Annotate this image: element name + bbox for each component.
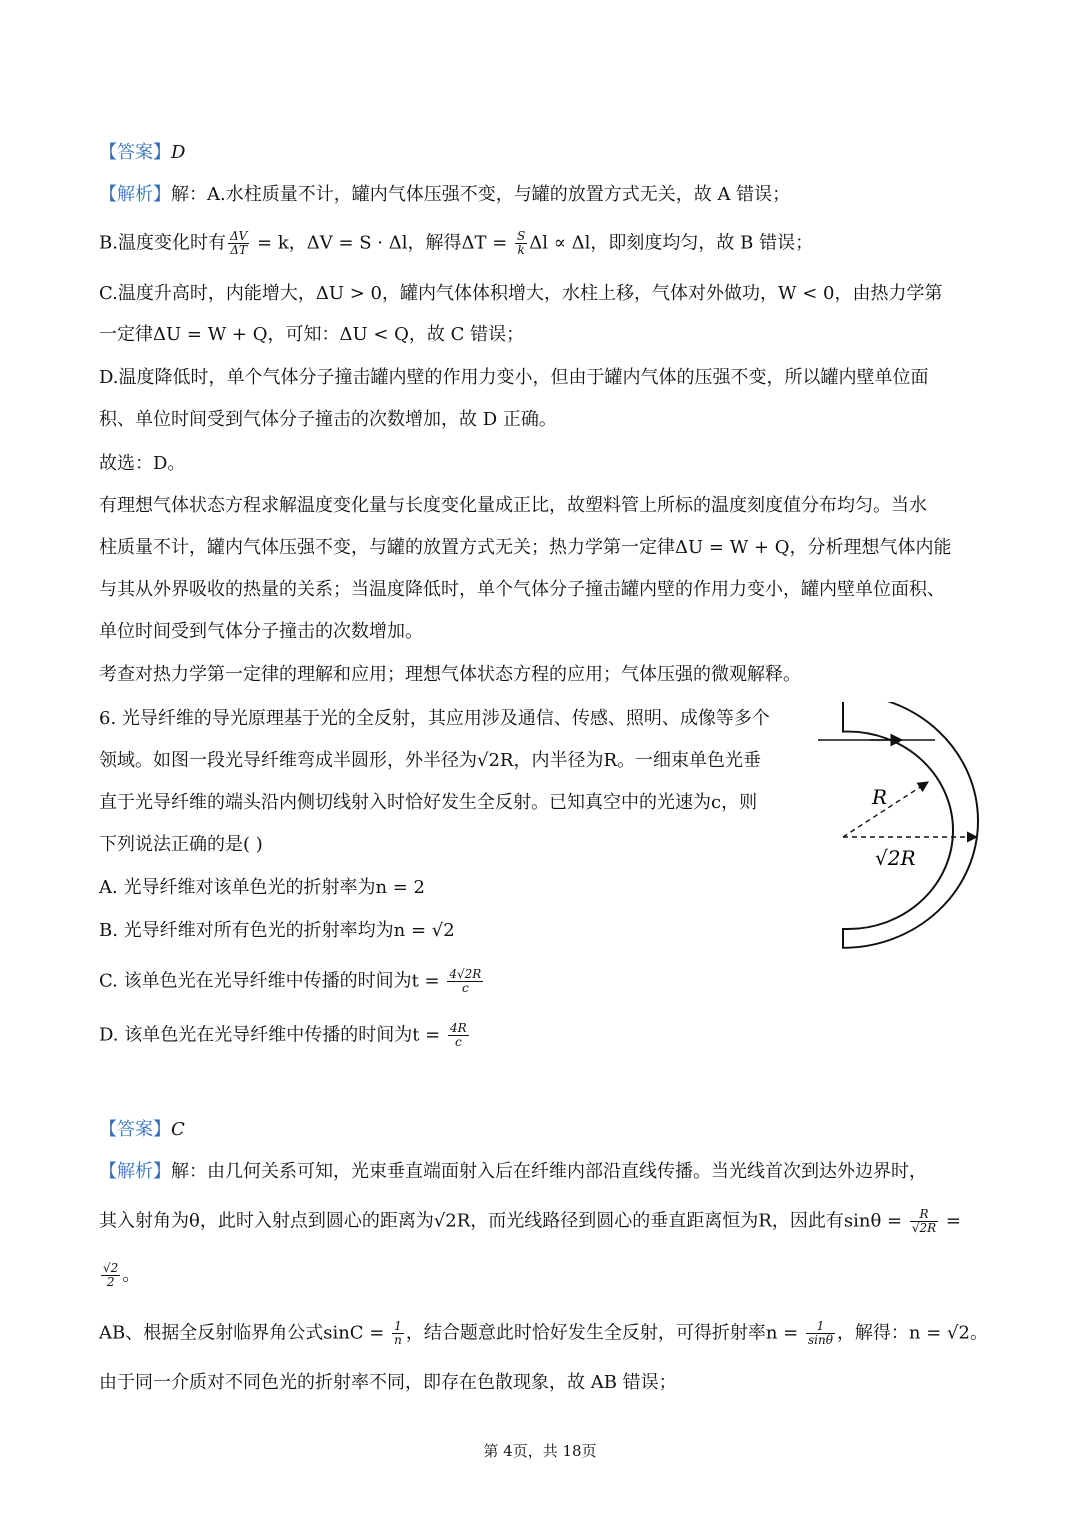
q6-stem-line-2: 领域。如图一段光导纤维弯成半圆形，外半径为√2R，内半径为R。一细束单色光垂 <box>99 750 762 771</box>
q6-analysis-line-5: 由于同一介质对不同色光的折射率不同，即存在色散现象，故 AB 错误； <box>99 1372 677 1393</box>
q6-stem-line-1: 6. 光导纤维的导光原理基于光的全反射，其应用涉及通信、传感、照明、成像等多个 <box>99 708 770 729</box>
q5-analysis-line-3: C.温度升高时，内能增大，ΔU > 0，罐内气体体积增大，水柱上移，气体对外做功，W < 0，由热力学第 <box>99 283 943 304</box>
analysis-text: B.温度变化时有 <box>99 232 226 254</box>
q5-analysis-line-6: 积、单位时间受到气体分子撞击的次数增加，故 D 正确。 <box>99 409 557 430</box>
fraction-num: 1 <box>392 1320 404 1334</box>
q5-analysis-line-8: 有理想气体状态方程求解温度变化量与长度变化量成正比，故塑料管上所标的温度刻度值分布均匀。当水 <box>99 495 927 516</box>
fraction-num: 1 <box>806 1320 835 1334</box>
answer-tag: 【答案】 <box>99 1119 171 1140</box>
q6-stem-line-3: 直于光导纤维的端头沿内侧切线射入时恰好发生全反射。已知真空中的光速为c，则 <box>99 792 758 813</box>
fraction-den: ΔT <box>230 243 247 257</box>
label-r: R <box>872 785 888 809</box>
option-c <box>99 968 485 995</box>
fraction-den: √2R <box>911 1221 937 1235</box>
q6-analysis-line-1 <box>99 1159 927 1185</box>
fraction-num: ΔV <box>229 229 248 243</box>
analysis-text: 。 <box>122 1264 141 1286</box>
analysis-tag: 【解析】 <box>99 184 171 205</box>
fraction-num: 4√2R <box>449 967 482 981</box>
q5-analysis-line-1 <box>99 182 790 208</box>
q5-analysis-line-9: 柱质量不计，罐内气体压强不变，与罐的放置方式无关；热力学第一定律ΔU = W + Q，分析理想气体内能 <box>99 537 952 558</box>
fraction <box>447 968 483 995</box>
fraction <box>910 1208 938 1235</box>
q5-analysis-line-5: D.温度降低时，单个气体分子撞击罐内壁的作用力变小，但由于罐内气体的压强不变，所以罐内壁单位面 <box>99 367 929 388</box>
fraction-den: c <box>454 1035 462 1049</box>
fraction-num: R <box>910 1208 938 1222</box>
fraction <box>806 1320 835 1347</box>
analysis-text: 解：A.水柱质量不计，罐内气体压强不变，与罐的放置方式无关，故 A 错误； <box>171 184 791 205</box>
q6-analysis-line-4 <box>99 1320 988 1347</box>
option-text: D. 该单色光在光导纤维中传播的时间为t = <box>99 1024 446 1046</box>
q5-analysis-line-7: 故选：D。 <box>99 453 186 474</box>
q6-analysis-line-3 <box>99 1262 140 1289</box>
q5-analysis-line-12: 考查对热力学第一定律的理解和应用；理想气体状态方程的应用；气体压强的微观解释。 <box>99 664 801 685</box>
analysis-tag: 【解析】 <box>99 1161 171 1182</box>
analysis-text: AB、根据全反射临界角公式sinC = <box>99 1322 391 1344</box>
fraction-den: c <box>461 981 469 995</box>
answer-value: D <box>171 142 186 163</box>
fiber-outline <box>843 702 978 948</box>
q5-analysis-line-11: 单位时间受到气体分子撞击的次数增加。 <box>99 621 423 642</box>
q6-stem-line-4: 下列说法正确的是( ) <box>99 834 263 855</box>
option-b: B. 光导纤维对所有色光的折射率均为n = √2 <box>99 920 455 941</box>
fraction-num: √2 <box>103 1261 119 1275</box>
fraction-den: 2 <box>106 1275 115 1289</box>
q5-analysis-line-2 <box>99 230 813 257</box>
label-sqrt2r: √2R <box>875 846 916 870</box>
analysis-text: 其入射角为θ，此时入射点到圆心的距离为√2R，而光线路径到圆心的垂直距离恒为R，因此有sinθ = <box>99 1210 908 1232</box>
answer-tag: 【答案】 <box>99 142 171 163</box>
fraction <box>515 230 527 257</box>
page-footer: 第 4页，共 18页 <box>483 1442 597 1460</box>
analysis-text: 解：由几何关系可知，光束垂直端面射入后在纤维内部沿直线传播。当光线首次到达外边界时， <box>171 1161 927 1182</box>
fraction <box>392 1320 404 1347</box>
optical-fiber-figure <box>810 702 990 964</box>
q5-analysis-line-10: 与其从外界吸收的热量的关系；当温度降低时，单个气体分子撞击罐内壁的作用力变小，罐内壁单位面积、 <box>99 579 945 600</box>
option-text: C. 该单色光在光导纤维中传播的时间为t = <box>99 970 446 992</box>
q5-analysis-line-4: 一定律ΔU = W + Q，可知：ΔU < Q，故 C 错误； <box>99 324 525 345</box>
fraction-den: sinθ <box>807 1333 833 1347</box>
option-a: A. 光导纤维对该单色光的折射率为n = 2 <box>99 877 426 898</box>
q6-answer-line <box>99 1117 185 1143</box>
fraction <box>448 1022 469 1049</box>
fraction <box>228 230 249 257</box>
q5-answer-line <box>99 140 185 166</box>
fraction-den: n <box>394 1333 402 1347</box>
analysis-text: ，解得：n = √2。 <box>836 1322 988 1344</box>
analysis-text: Δl ∝ Δl，即刻度均匀，故 B 错误； <box>529 232 814 254</box>
answer-value: C <box>171 1119 185 1140</box>
fraction-den: k <box>517 243 525 257</box>
fraction <box>101 1262 120 1289</box>
analysis-text: = k，ΔV = S · Δl，解得ΔT = <box>251 232 514 254</box>
fraction-num: 4R <box>450 1021 467 1035</box>
option-d <box>99 1022 471 1049</box>
fraction-num: S <box>517 229 526 243</box>
q6-analysis-line-2 <box>99 1208 961 1235</box>
analysis-text: = <box>940 1210 961 1232</box>
analysis-text: ，结合题意此时恰好发生全反射，可得折射率n = <box>405 1322 804 1344</box>
